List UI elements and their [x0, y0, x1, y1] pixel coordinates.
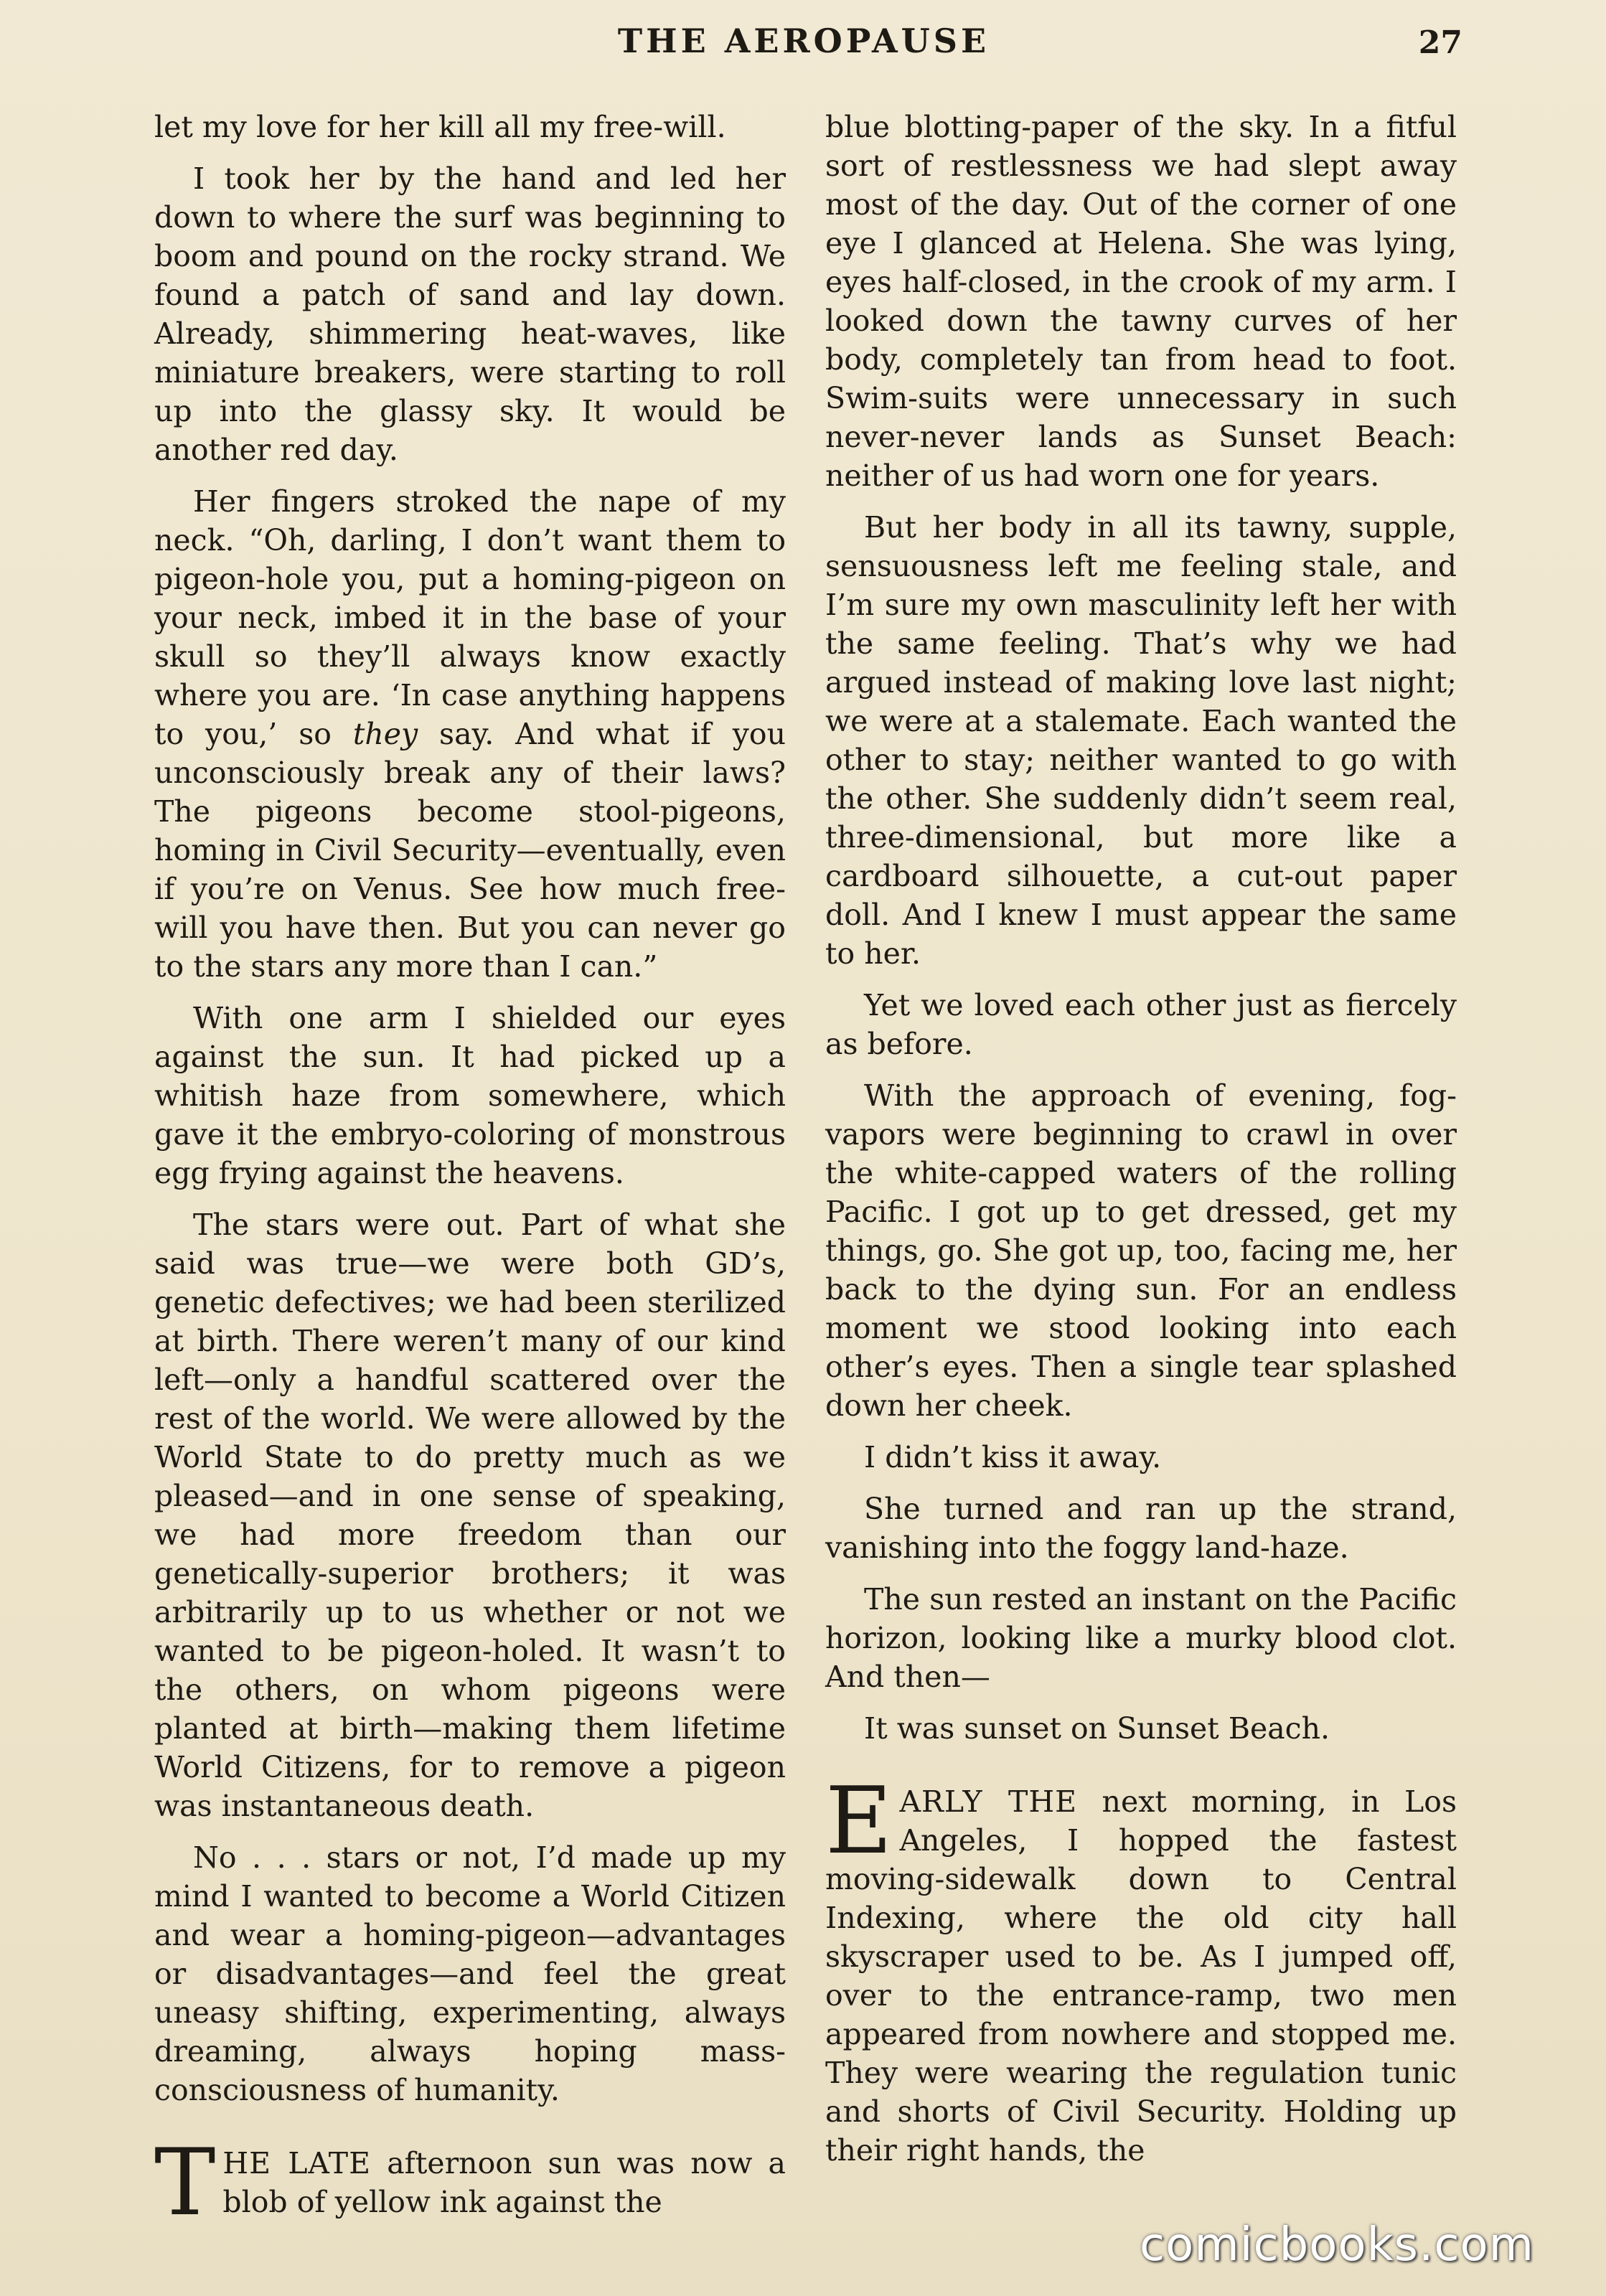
drop-cap: E [825, 1768, 893, 1875]
page-header [0, 22, 1606, 72]
paragraph: Yet we loved each other just as fiercely as before. [825, 988, 1457, 1061]
drop-cap: T [154, 2130, 216, 2236]
section-opening-paragraph [825, 1768, 1457, 2170]
paragraph: The stars were out. Part of what she said was true—we were both GD’s, genetic defectives; we had been sterilized at birth. There weren’t many of our kind left—only a handful scattered over the rest of the world. We were allowed by the World State to do pretty much as we pleased—and in one sense of speaking, we had more freedom than our genetically-superior brothers; it was arbitrarily up to us whether or not we wanted to be pigeon-holed. It wasn’t to the others, on whom pigeons were planted at birth—making them lifetime World Citizens, for to remove a pigeon was instantaneous death. [154, 1208, 786, 1823]
paragraph: No . . . stars or not, I’d made up my mind I wanted to become a World Citizen and wear a homing-pigeon—advantages or disadvantages—and feel the great uneasy shifting, experimenting, always dreaming, always hoping mass-consciousness of humanity. [154, 1840, 786, 2107]
right-column [825, 108, 1457, 2231]
paragraph: blue blotting-paper of the sky. In a fitful sort of restlessness we had slept away most of the day. Out of the corner of one eye I glanced at Helena. She was lying, eyes half-closed, in the crook of my arm. I looked down the tawny curves of her body, completely tan from head to foot. Swim-suits were unnecessary in such never-never lands as Sunset Beach: neither of us had worn one for years. [825, 110, 1457, 493]
paragraph [154, 482, 786, 986]
paragraph: The sun rested an instant on the Pacific horizon, looking like a murky blood clot. And then— [825, 1582, 1457, 1694]
paragraph-text: next morning, in Los Angeles, I hopped the fastest moving-sidewalk down to Central Indexing, where the old city hall skyscraper used to be. As I jumped off, over to the entrance-ramp, two men appeared from nowhere and stopped me. They were wearing the regulation tunic and shorts of Civil Security. Holding up their right hands, the [825, 1784, 1457, 2168]
section-opening-paragraph [154, 2130, 786, 2236]
small-caps-lead: HE LATE [222, 2146, 372, 2180]
paragraph-text: afternoon sun was now a blob of yellow ink against the [222, 2146, 786, 2219]
paragraph: let my love for her kill all my free-will. [154, 110, 726, 144]
paragraph-text: say. And what if you unconsciously break any of their laws? The pigeons become stool-pigeons, homing in Civil Security—eventually, even if you’re on Venus. See how much free-will you have then. But you can never go to the stars any more than I can.” [154, 717, 786, 984]
paragraph: She turned and ran up the strand, vanishing into the foggy land-haze. [825, 1492, 1457, 1565]
watermark-text: comicbooks.com [1139, 2219, 1534, 2272]
paragraph: With one arm I shielded our eyes against the sun. It had picked up a whitish haze from somewhere, which gave it the embryo-coloring of monstrous egg frying against the heavens. [154, 1001, 786, 1190]
small-caps-lead: ARLY THE [899, 1784, 1078, 1819]
paragraph: I took her by the hand and led her down to where the surf was beginning to boom and pound on the rocky strand. We found a patch of sand and lay down. Already, shimmering heat-waves, like miniature breakers, were starting to roll up into the glassy sky. It would be another red day. [154, 161, 786, 467]
running-title: THE AEROPAUSE [617, 22, 990, 60]
paragraph: With the approach of evening, fog-vapors were beginning to crawl in over the white-capped waters of the rolling Pacific. I got up to get dressed, get my things, go. She got up, too, facing me, her back to the dying sun. For an endless moment we stood looking into each other’s eyes. Then a single tear splashed down her cheek. [825, 1078, 1457, 1423]
paragraph: I didn’t kiss it away. [864, 1440, 1162, 1474]
left-column [154, 108, 786, 2236]
paragraph: But her body in all its tawny, supple, sensuousness left me feeling stale, and I’m sure my own masculinity left her with the same feeling. That’s why we had argued instead of making love last night; we were at a stalemate. Each wanted the other to stay; neither wanted to go with the other. She suddenly didn’t seem real, three-dimensional, but more like a cardboard silhouette, a cut-out paper doll. And I knew I must appear the same to her. [825, 510, 1457, 971]
page-number: 27 [1418, 24, 1462, 61]
paragraph-text: Her fingers stroked the nape of my neck. “Oh, darling, I don’t want them to pigeon-hole you, put a homing-pigeon on your neck, imbed it in the base of your skull so they’ll always know exactly where you are. ‘In case anything happens to you,’ so [154, 484, 786, 751]
emphasis-text: they [352, 717, 418, 751]
paragraph: It was sunset on Sunset Beach. [864, 1711, 1330, 1746]
